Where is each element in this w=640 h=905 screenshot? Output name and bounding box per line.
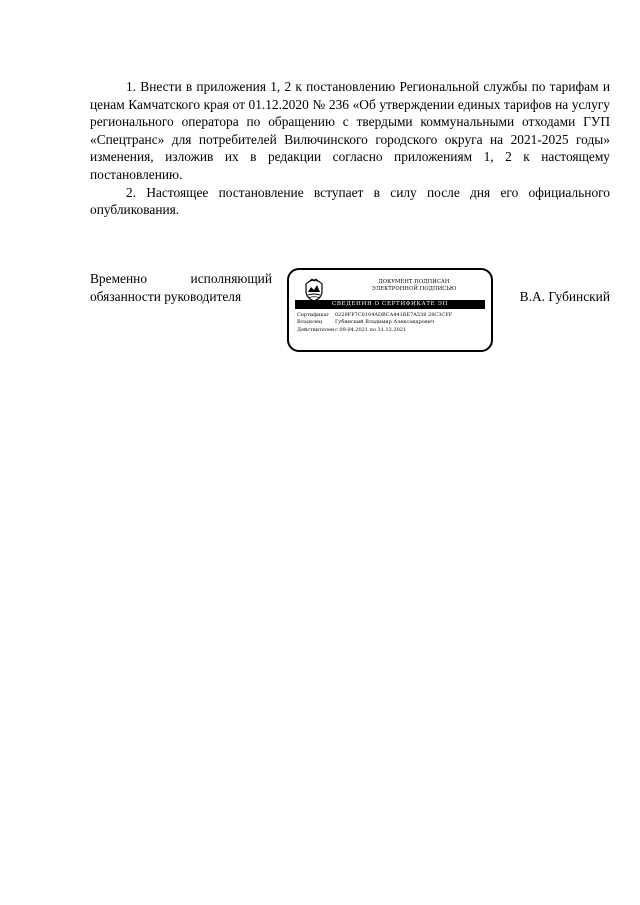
stamp-header-line1: ДОКУМЕНТ ПОДПИСАН <box>378 279 450 285</box>
stamp-row-value: 0229FF7C0104ADBCA441BE7A538 28C3CFF <box>335 312 453 318</box>
stamp-row-key: Действителен <box>297 326 335 333</box>
stamp-row-value: Губинский Владимир Александрович <box>335 319 435 326</box>
paragraph-1: 1. Внести в приложения 1, 2 к постановлению Региональной службы по тарифам и ценам Камчатского края от 01.12.2020 № 236 «Об утверждении единых тарифов на услугу регионального оператора по обращению с твердыми коммунальными отходами ГУП «Спецтранс» для потребителей Вилючинского городского округа на 2021-2025 годы» изменения, изложив их в редакции согласно приложениям 1, 2 к настоящему постановлению. <box>90 79 610 182</box>
stamp-header <box>341 279 487 293</box>
electronic-signature-stamp <box>287 268 493 352</box>
stamp-row-key: Владелец <box>297 319 323 326</box>
signatory-name: В.А. Губинский <box>519 289 610 304</box>
paragraph-2: 2. Настоящее постановление вступает в силу после дня его официального опубликования. <box>90 184 610 218</box>
stamp-certificate-bar: СВЕДЕНИЯ О СЕРТИФИКАТЕ ЭП <box>295 300 485 309</box>
signatory-position <box>90 270 272 305</box>
signatory-position-line2: обязанности руководителя <box>90 288 242 304</box>
stamp-row-key: Сертификат <box>297 312 330 318</box>
stamp-row-validity <box>297 327 487 334</box>
stamp-row-value: с 09.04.2021 по 31.12.2021 <box>335 326 407 333</box>
coat-of-arms-icon <box>303 276 325 302</box>
document-body <box>90 78 610 219</box>
stamp-row-owner <box>297 319 487 326</box>
stamp-details <box>297 312 487 334</box>
stamp-header-line2: ЭЛЕКТРОННОЙ ПОДПИСЬЮ <box>371 286 457 292</box>
signatory-position-line1 <box>90 270 272 288</box>
signatory-position-word2: исполняющий <box>190 271 272 286</box>
signatory-position-word1: Временно <box>90 271 148 286</box>
